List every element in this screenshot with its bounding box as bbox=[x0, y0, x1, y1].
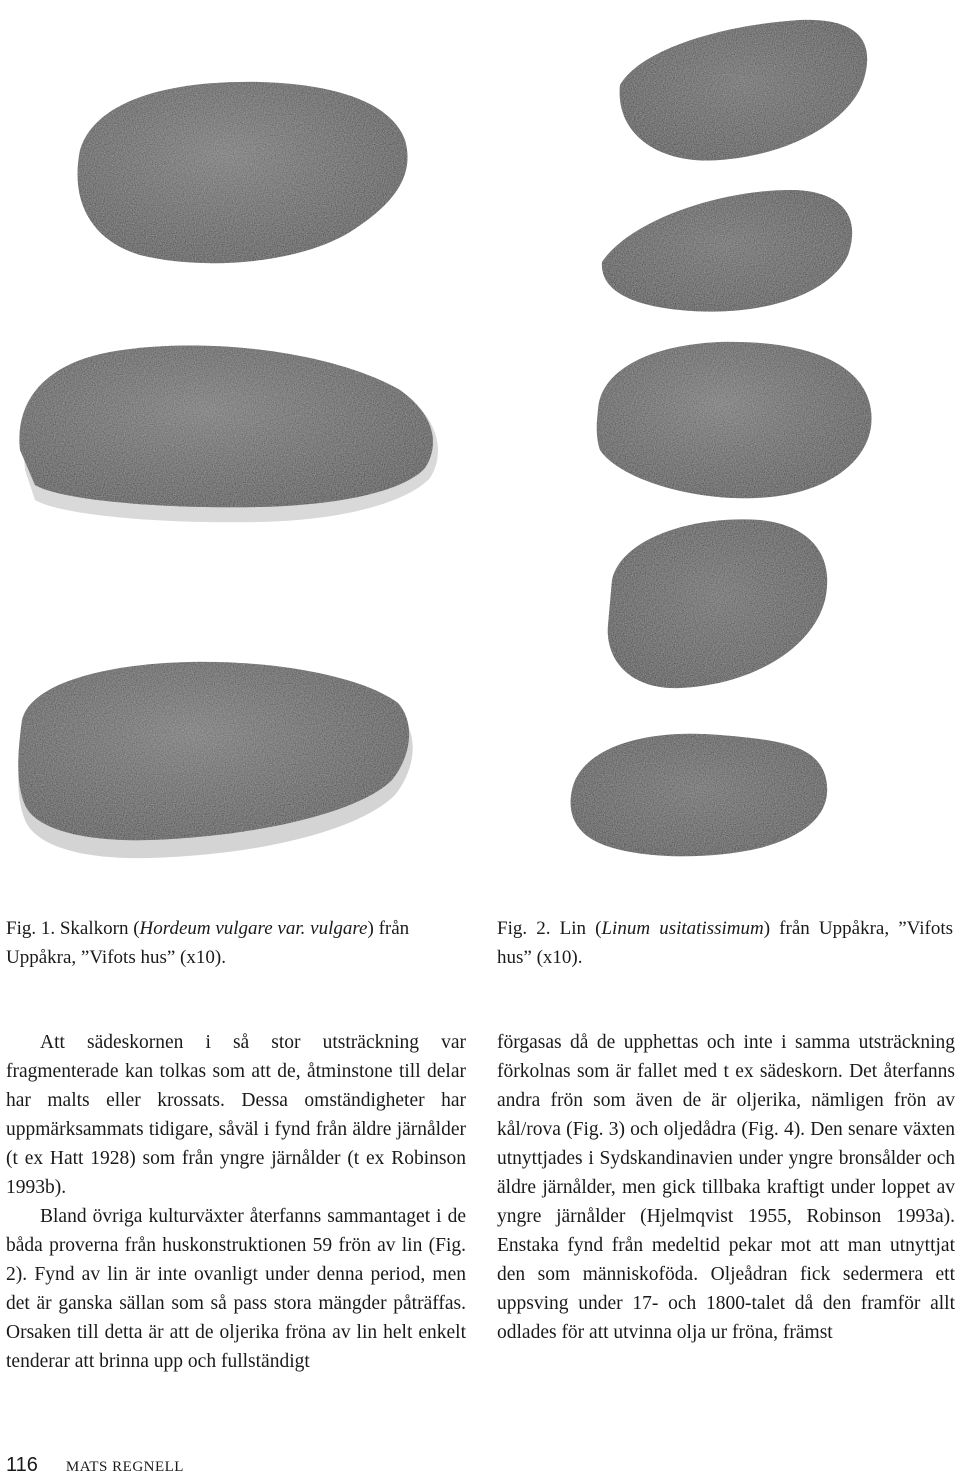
figure-1-species: Hordeum vulgare var. vulgare bbox=[139, 918, 368, 939]
body-column-left bbox=[6, 1028, 466, 1376]
paragraph: Att sädeskornen i så stor utsträckning var fragmenterade kan tolkas som att de, åtminstone till delar har malts eller krossats. Dessa omständigheter har uppmärksammats tidigare, såväl i fynd från äldre järnålder (t ex Hatt 1928) som från yngre järnålder (t ex Robinson 1993b). bbox=[6, 1032, 466, 1198]
page-footer bbox=[6, 1454, 184, 1477]
flax-seed-2 bbox=[602, 190, 852, 312]
figure-1-caption: Fig. 1. Skalkorn (Hordeum vulgare var. vulgare) från Uppåkra, ”Vifots hus” (x10). bbox=[6, 918, 410, 968]
barley-grain-3 bbox=[18, 662, 412, 858]
barley-grain-2 bbox=[19, 346, 438, 523]
flax-seed-5 bbox=[571, 734, 828, 857]
paragraph: förgasas då de upphettas och inte i samma utsträckning förkolnas som är fallet med t ex sädeskorn. Det återfanns andra frön som även de är oljerika, nämligen frön av kål/rova (Fig. 3) och oljedådra (Fig. 4). Den senare växten utnyttjades i Sydskandinavien under yngre bronsålder och äldre järnålder, men gick tillbaka kraftigt under loppet av yngre järnålder (Hjelmqvist 1955, Robinson 1993a). Enstaka fynd från medeltid pekar mot att man utnyttjat den som människoföda. Oljeådran fick sedermera ett uppsving under 17- och 1800-talet då den framför allt odlades för att utvinna olja ur fröna, främst bbox=[497, 1032, 955, 1343]
page-number: 116 bbox=[6, 1454, 38, 1476]
flax-seed-1 bbox=[620, 20, 868, 161]
flax-seed-3 bbox=[597, 342, 872, 498]
running-author: MATS REGNELL bbox=[65, 1459, 184, 1475]
paragraph: Bland övriga kulturväxter återfanns sammantaget i de båda proverna från huskonstruktionen 59 frön av lin (Fig. 2). Fynd av lin är inte ovanligt under denna period, men det är ganska sällan som så pass stora mängder påträffas. Orsaken till detta är att de oljerika fröna av lin helt enkelt tenderar att brinna upp och fullständigt bbox=[6, 1206, 466, 1372]
flax-seed-4 bbox=[608, 519, 827, 688]
figure-2-caption: Fig. 2. Lin (Linum usitatissimum) från Uppåkra, ”Vifots hus” (x10). bbox=[497, 918, 954, 968]
barley-grain-1 bbox=[78, 82, 408, 263]
body-column-right bbox=[497, 1028, 955, 1347]
figure-2-species: Linum usitatissimum bbox=[601, 918, 764, 939]
